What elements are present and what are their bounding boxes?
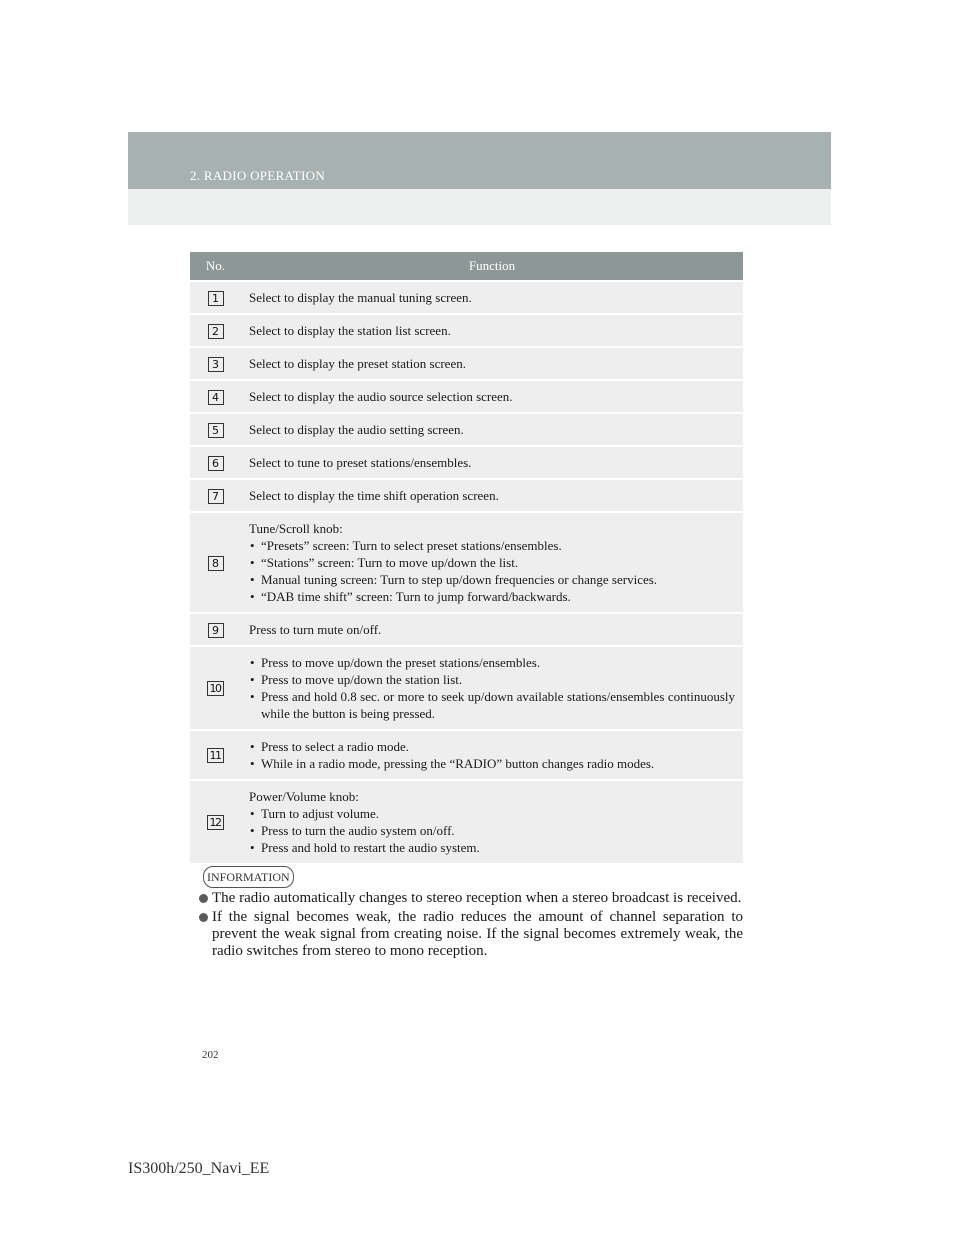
table-row (190, 380, 743, 413)
table-row (190, 512, 743, 613)
bullet-item: • “Stations” screen: Turn to move up/down the list. (249, 554, 735, 571)
bullet-item: • Manual tuning screen: Turn to step up/down frequencies or change services. (249, 571, 735, 588)
table-row (190, 479, 743, 512)
item-number-badge: 12 (207, 815, 224, 830)
item-number-badge: 10 (207, 681, 224, 696)
function-text: Select to display the time shift operation screen. (241, 479, 743, 512)
table-row (190, 446, 743, 479)
function-text: Press to turn mute on/off. (241, 613, 743, 646)
bullet-list (249, 537, 735, 605)
bullet-item: • While in a radio mode, pressing the “RADIO” button changes radio modes. (249, 755, 735, 772)
bullet-item: • “DAB time shift” screen: Turn to jump forward/backwards. (249, 588, 735, 605)
table-row (190, 780, 743, 863)
function-table (190, 252, 743, 863)
table-row (190, 646, 743, 730)
table-row (190, 413, 743, 446)
column-header-no: No. (190, 252, 241, 281)
bullet-item: • Press to select a radio mode. (249, 738, 735, 755)
bullet-list (249, 738, 735, 772)
bullet-item: • Press to move up/down the station list. (249, 671, 735, 688)
table-row (190, 347, 743, 380)
model-code: IS300h/250_Navi_EE (128, 1160, 270, 1177)
function-text: Select to display the preset station screen. (241, 347, 743, 380)
item-number-badge: 6 (208, 456, 224, 471)
table-header-row (190, 252, 743, 281)
information-item: If the signal becomes weak, the radio reduces the amount of channel separation to prevent the weak signal from creating noise. If the signal becomes extremely weak, the radio switches from stereo to mono reception. (199, 909, 743, 960)
bullet-item: • Press and hold to restart the audio system. (249, 839, 735, 856)
item-number-badge: 4 (208, 390, 224, 405)
bullet-item: • Press and hold 0.8 sec. or more to seek up/down available stations/ensembles continuously while the button is being pressed. (249, 688, 735, 722)
function-text: Select to display the manual tuning screen. (241, 281, 743, 314)
function-heading: Power/Volume knob: (249, 789, 359, 804)
item-number-badge: 9 (208, 623, 224, 638)
column-header-function: Function (241, 252, 743, 281)
item-number-badge: 1 (208, 291, 224, 306)
information-tag: INFORMATION (203, 866, 294, 888)
table-row (190, 281, 743, 314)
bullet-list (249, 654, 735, 722)
table-row (190, 613, 743, 646)
item-number-badge: 5 (208, 423, 224, 438)
function-text: Select to display the station list screen. (241, 314, 743, 347)
bullet-item: • Press to turn the audio system on/off. (249, 822, 735, 839)
item-number-badge: 7 (208, 489, 224, 504)
information-list (199, 890, 743, 962)
bullet-list (249, 805, 735, 856)
function-text: Select to tune to preset stations/ensembles. (241, 446, 743, 479)
item-number-badge: 8 (208, 556, 224, 571)
table-row (190, 314, 743, 347)
header-subband (128, 189, 831, 225)
function-text: Select to display the audio setting screen. (241, 413, 743, 446)
bullet-item: • Press to move up/down the preset stations/ensembles. (249, 654, 735, 671)
page-number: 202 (202, 1049, 219, 1061)
function-text: Select to display the audio source selection screen. (241, 380, 743, 413)
bullet-item: • “Presets” screen: Turn to select preset stations/ensembles. (249, 537, 735, 554)
item-number-badge: 11 (207, 748, 224, 763)
item-number-badge: 2 (208, 324, 224, 339)
table-row (190, 730, 743, 780)
bullet-item: • Turn to adjust volume. (249, 805, 735, 822)
information-item: The radio automatically changes to stereo reception when a stereo broadcast is received. (199, 890, 743, 907)
section-title: 2. RADIO OPERATION (190, 168, 326, 183)
function-heading: Tune/Scroll knob: (249, 521, 343, 536)
item-number-badge: 3 (208, 357, 224, 372)
